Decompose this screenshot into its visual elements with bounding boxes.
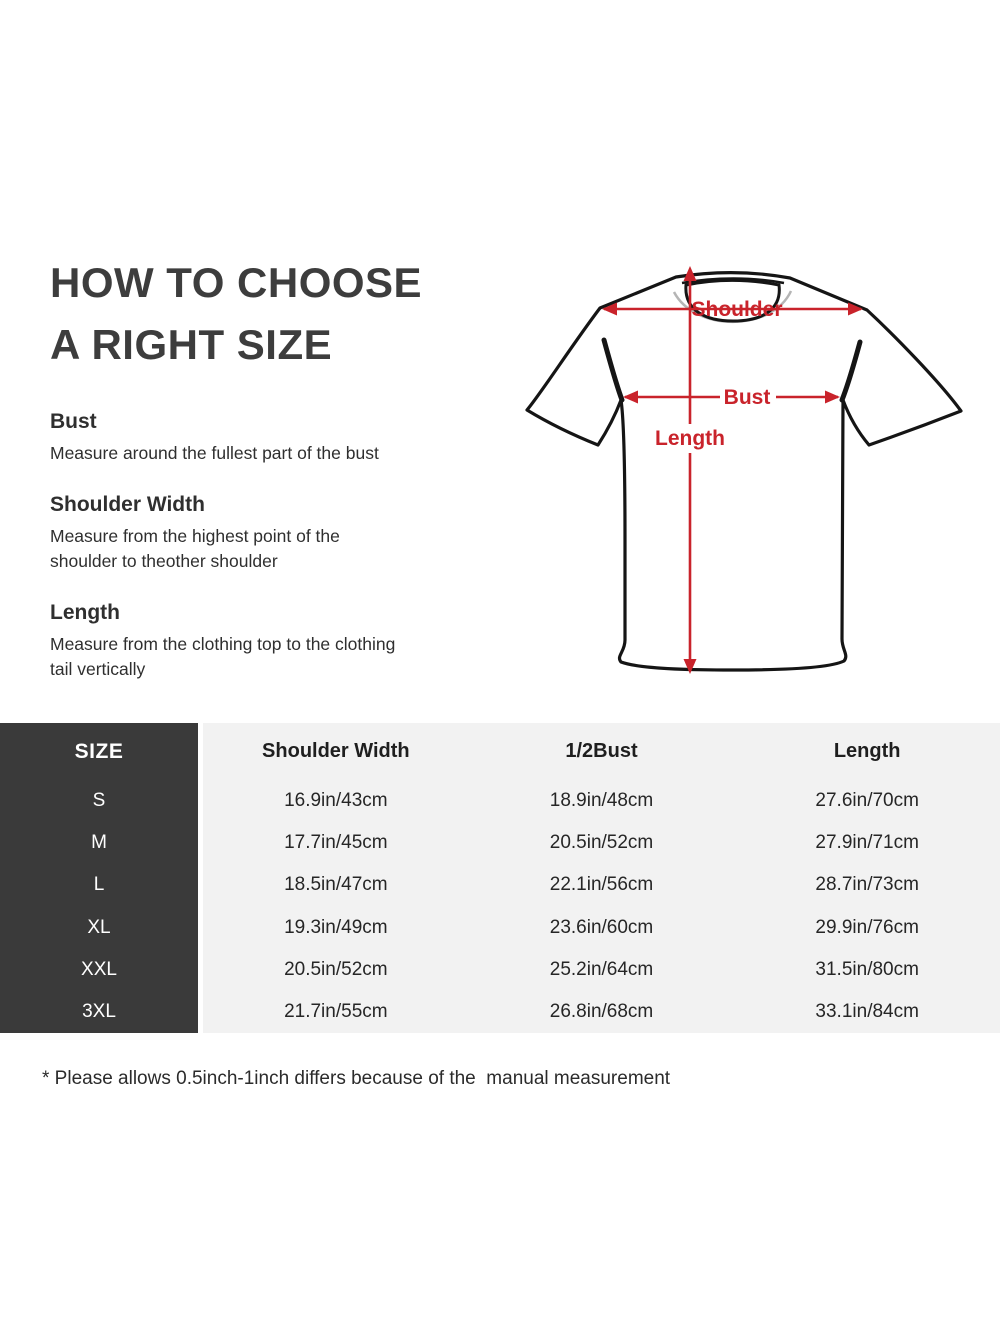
half-bust-value: 20.5in/52cm (549, 832, 654, 854)
size-label: XXL (0, 949, 198, 991)
tshirt-measurement-diagram (500, 240, 990, 700)
instruction-shoulder-width-title: Shoulder Width (50, 493, 205, 516)
table-row (0, 991, 1000, 1033)
length-value: 28.7in/73cm (815, 874, 919, 896)
length-value: 33.1in/84cm (815, 1000, 919, 1022)
shoulder-width-value: 16.9in/43cm (284, 790, 388, 812)
page-title-line2: A RIGHT SIZE (50, 321, 333, 368)
shoulder-width-value: 21.7in/55cm (284, 1000, 388, 1022)
instruction-bust (50, 410, 510, 466)
shoulder-arrow-label: Shoulder (691, 298, 783, 321)
size-table (0, 723, 1000, 1033)
table-row (0, 822, 1000, 864)
size-table-header-length: Length (833, 740, 901, 762)
half-bust-value: 23.6in/60cm (549, 916, 654, 938)
table-row (0, 780, 1000, 822)
instruction-length (50, 601, 510, 682)
table-row (0, 864, 1000, 906)
bust-arrow-label: Bust (723, 386, 771, 409)
length-value: 29.9in/76cm (815, 916, 919, 938)
shoulder-width-value: 20.5in/52cm (284, 958, 388, 980)
half-bust-value: 26.8in/68cm (549, 1000, 654, 1022)
table-row (0, 949, 1000, 991)
size-table-header-rest (203, 723, 1000, 780)
size-label: L (0, 864, 198, 906)
shoulder-width-value: 19.3in/49cm (284, 916, 388, 938)
shoulder-width-value: 18.5in/47cm (284, 874, 388, 896)
size-table-header-shoulder-width: Shoulder Width (262, 740, 410, 762)
size-table-header-half-bust: 1/2Bust (565, 740, 638, 762)
size-label: M (0, 822, 198, 864)
length-value: 27.9in/71cm (815, 832, 919, 854)
size-label: S (0, 780, 198, 822)
half-bust-value: 22.1in/56cm (549, 874, 654, 896)
shoulder-width-value: 17.7in/45cm (284, 832, 388, 854)
half-bust-value: 18.9in/48cm (549, 790, 654, 812)
length-arrow-label: Length (655, 427, 725, 450)
instruction-bust-text: Measure around the fullest part of the bust (50, 443, 379, 463)
instruction-bust-title: Bust (50, 410, 97, 433)
half-bust-value: 25.2in/64cm (549, 958, 654, 980)
tshirt-outline-shape (527, 273, 961, 670)
size-label: XL (0, 907, 198, 949)
instruction-shoulder-width-text: Measure from the highest point of the shoulder to theother shoulder (50, 526, 340, 571)
instruction-shoulder-width (50, 493, 510, 574)
measurement-disclaimer: * Please allows 0.5inch-1inch differs because of the manual measurement (42, 1068, 671, 1089)
page-title-line1: HOW TO CHOOSE (50, 259, 423, 306)
length-value: 27.6in/70cm (815, 790, 919, 812)
length-value: 31.5in/80cm (815, 958, 919, 980)
size-table-header-size: SIZE (0, 723, 198, 780)
size-label: 3XL (0, 991, 198, 1033)
table-row (0, 907, 1000, 949)
size-table-header-row (0, 723, 1000, 780)
instruction-length-text: Measure from the clothing top to the clothing tail vertically (50, 634, 396, 679)
intro-column (50, 252, 510, 709)
page-title (50, 252, 510, 376)
instruction-length-title: Length (50, 601, 120, 624)
